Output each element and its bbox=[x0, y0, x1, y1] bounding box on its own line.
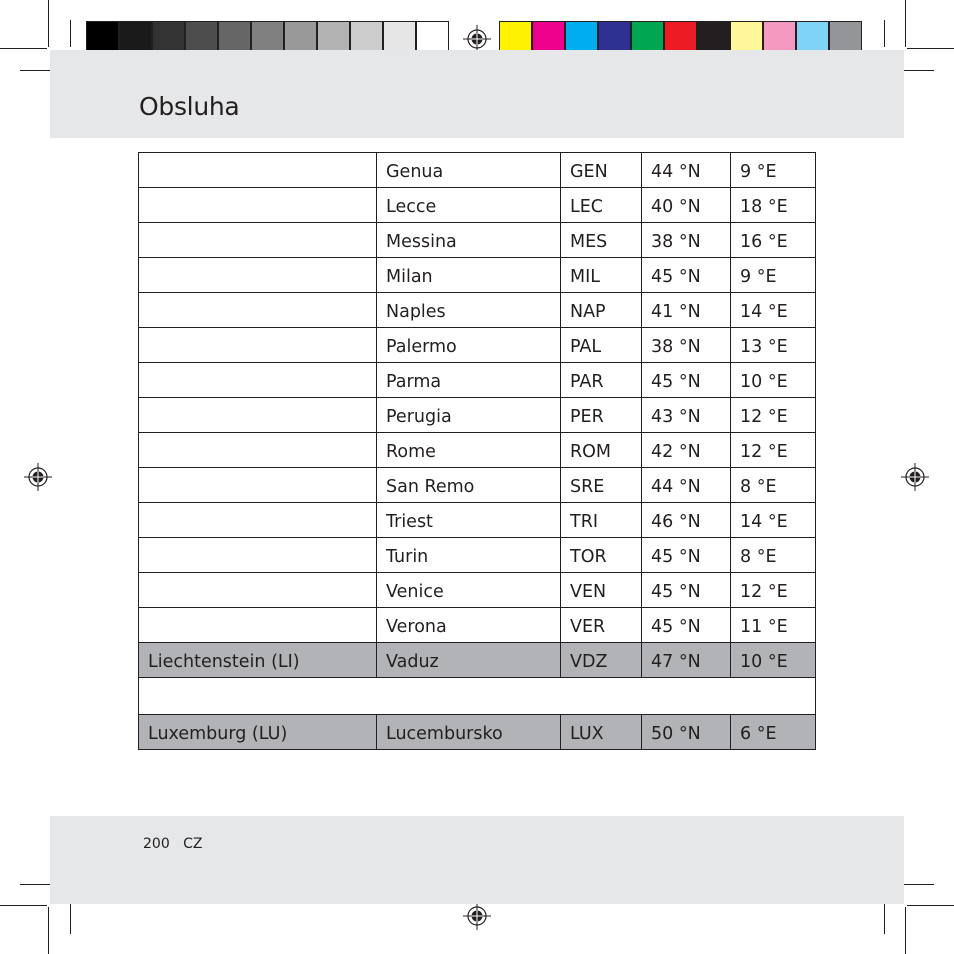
latitude-cell: 45 °N bbox=[642, 363, 731, 398]
crop-mark bbox=[905, 907, 906, 954]
country-cell bbox=[139, 398, 377, 433]
table-row bbox=[139, 188, 816, 223]
crop-mark bbox=[905, 0, 906, 47]
table-row bbox=[139, 153, 816, 188]
crop-mark bbox=[48, 907, 49, 954]
longitude-cell: 14 °E bbox=[731, 293, 816, 328]
crop-mark bbox=[900, 70, 934, 71]
table-row bbox=[139, 538, 816, 573]
country-cell: Liechtenstein (LI) bbox=[139, 643, 377, 678]
city-cell: Naples bbox=[377, 293, 561, 328]
city-cell: Triest bbox=[377, 503, 561, 538]
table-row bbox=[139, 468, 816, 503]
city-cell: Messina bbox=[377, 223, 561, 258]
crop-mark bbox=[20, 884, 54, 885]
country-cell bbox=[139, 328, 377, 363]
crop-mark bbox=[884, 900, 885, 934]
latitude-cell: 47 °N bbox=[642, 643, 731, 678]
city-cell: San Remo bbox=[377, 468, 561, 503]
city-cell: Vaduz bbox=[377, 643, 561, 678]
latitude-cell: 43 °N bbox=[642, 398, 731, 433]
latitude-cell: 42 °N bbox=[642, 433, 731, 468]
latitude-cell: 38 °N bbox=[642, 223, 731, 258]
country-cell bbox=[139, 293, 377, 328]
country-cell bbox=[139, 363, 377, 398]
city-cell: Perugia bbox=[377, 398, 561, 433]
longitude-cell: 8 °E bbox=[731, 538, 816, 573]
code-cell: VDZ bbox=[561, 643, 642, 678]
longitude-cell: 11 °E bbox=[731, 608, 816, 643]
city-cell: Lecce bbox=[377, 188, 561, 223]
latitude-cell: 45 °N bbox=[642, 573, 731, 608]
crop-mark bbox=[0, 48, 47, 49]
registration-mark-icon bbox=[463, 902, 491, 930]
country-cell bbox=[139, 258, 377, 293]
table-row bbox=[139, 398, 816, 433]
spacer-row bbox=[139, 678, 816, 715]
country-cell bbox=[139, 573, 377, 608]
table-row bbox=[139, 363, 816, 398]
longitude-cell: 8 °E bbox=[731, 468, 816, 503]
table-row bbox=[139, 328, 816, 363]
table-row bbox=[139, 223, 816, 258]
code-cell: PAR bbox=[561, 363, 642, 398]
crop-mark bbox=[70, 900, 71, 934]
code-cell: LUX bbox=[561, 715, 642, 750]
longitude-cell: 18 °E bbox=[731, 188, 816, 223]
crop-mark bbox=[70, 20, 71, 47]
crop-mark bbox=[0, 905, 47, 906]
table-row bbox=[139, 503, 816, 538]
code-cell: ROM bbox=[561, 433, 642, 468]
table-row bbox=[139, 715, 816, 750]
crop-mark bbox=[907, 48, 954, 49]
city-cell: Venice bbox=[377, 573, 561, 608]
crop-mark bbox=[900, 884, 934, 885]
table-row bbox=[139, 643, 816, 678]
code-cell: NAP bbox=[561, 293, 642, 328]
city-table bbox=[138, 152, 816, 750]
city-cell: Rome bbox=[377, 433, 561, 468]
country-cell bbox=[139, 223, 377, 258]
code-cell: MES bbox=[561, 223, 642, 258]
longitude-cell: 6 °E bbox=[731, 715, 816, 750]
code-cell: TRI bbox=[561, 503, 642, 538]
longitude-cell: 12 °E bbox=[731, 573, 816, 608]
latitude-cell: 45 °N bbox=[642, 538, 731, 573]
latitude-cell: 40 °N bbox=[642, 188, 731, 223]
table-row bbox=[139, 258, 816, 293]
code-cell: VEN bbox=[561, 573, 642, 608]
country-cell: Luxemburg (LU) bbox=[139, 715, 377, 750]
table-row bbox=[139, 293, 816, 328]
code-cell: LEC bbox=[561, 188, 642, 223]
country-cell bbox=[139, 468, 377, 503]
code-cell: PER bbox=[561, 398, 642, 433]
code-cell: MIL bbox=[561, 258, 642, 293]
spacer-cell bbox=[139, 678, 816, 715]
city-cell: Milan bbox=[377, 258, 561, 293]
table-row bbox=[139, 433, 816, 468]
crop-mark bbox=[884, 20, 885, 47]
longitude-cell: 9 °E bbox=[731, 258, 816, 293]
crop-mark bbox=[907, 905, 954, 906]
code-cell: PAL bbox=[561, 328, 642, 363]
longitude-cell: 13 °E bbox=[731, 328, 816, 363]
longitude-cell: 12 °E bbox=[731, 398, 816, 433]
latitude-cell: 45 °N bbox=[642, 258, 731, 293]
language-code: CZ bbox=[183, 836, 203, 852]
longitude-cell: 10 °E bbox=[731, 643, 816, 678]
longitude-cell: 9 °E bbox=[731, 153, 816, 188]
longitude-cell: 14 °E bbox=[731, 503, 816, 538]
code-cell: VER bbox=[561, 608, 642, 643]
city-cell: Palermo bbox=[377, 328, 561, 363]
registration-mark-icon bbox=[24, 463, 52, 491]
code-cell: TOR bbox=[561, 538, 642, 573]
crop-mark bbox=[48, 0, 49, 47]
country-cell bbox=[139, 153, 377, 188]
city-cell: Genua bbox=[377, 153, 561, 188]
country-cell bbox=[139, 433, 377, 468]
latitude-cell: 38 °N bbox=[642, 328, 731, 363]
registration-mark-icon bbox=[901, 463, 929, 491]
page-number-value: 200 bbox=[143, 836, 170, 852]
country-cell bbox=[139, 608, 377, 643]
latitude-cell: 46 °N bbox=[642, 503, 731, 538]
city-cell: Turin bbox=[377, 538, 561, 573]
country-cell bbox=[139, 188, 377, 223]
table-row bbox=[139, 573, 816, 608]
country-cell bbox=[139, 538, 377, 573]
page-title: Obsluha bbox=[139, 92, 240, 121]
latitude-cell: 50 °N bbox=[642, 715, 731, 750]
latitude-cell: 41 °N bbox=[642, 293, 731, 328]
longitude-cell: 16 °E bbox=[731, 223, 816, 258]
page-number bbox=[143, 836, 202, 852]
longitude-cell: 12 °E bbox=[731, 433, 816, 468]
city-cell: Parma bbox=[377, 363, 561, 398]
latitude-cell: 44 °N bbox=[642, 468, 731, 503]
code-cell: GEN bbox=[561, 153, 642, 188]
longitude-cell: 10 °E bbox=[731, 363, 816, 398]
code-cell: SRE bbox=[561, 468, 642, 503]
footer-band bbox=[50, 816, 904, 904]
crop-mark bbox=[20, 70, 54, 71]
registration-mark-icon bbox=[463, 25, 491, 53]
latitude-cell: 45 °N bbox=[642, 608, 731, 643]
city-cell: Lucembursko bbox=[377, 715, 561, 750]
city-cell: Verona bbox=[377, 608, 561, 643]
table-row bbox=[139, 608, 816, 643]
country-cell bbox=[139, 503, 377, 538]
latitude-cell: 44 °N bbox=[642, 153, 731, 188]
